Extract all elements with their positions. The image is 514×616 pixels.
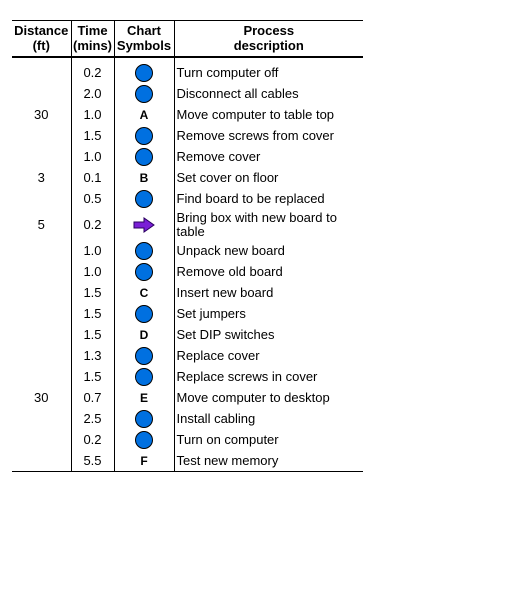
distance-cell [12, 408, 71, 429]
distance-cell [12, 188, 71, 209]
time-cell: 0.2 [71, 209, 114, 240]
description-cell: Set cover on floor [174, 167, 363, 188]
table-row [12, 345, 363, 366]
symbol-letter: C [139, 285, 149, 300]
symbol-cell [114, 83, 174, 104]
distance-cell [12, 366, 71, 387]
symbol-cell [114, 240, 174, 261]
time-cell: 2.5 [71, 408, 114, 429]
time-cell: 1.0 [71, 146, 114, 167]
description-cell: Unpack new board [174, 240, 363, 261]
distance-cell [12, 146, 71, 167]
distance-cell [12, 261, 71, 282]
description-cell: Turn on computer [174, 429, 363, 450]
table-row [12, 408, 363, 429]
symbol-cell [114, 261, 174, 282]
description-cell: Disconnect all cables [174, 83, 363, 104]
table-row [12, 209, 363, 240]
symbol-cell [114, 429, 174, 450]
table-row [12, 429, 363, 450]
table-row [12, 240, 363, 261]
description-cell: Insert new board [174, 282, 363, 303]
operation-circle-icon [135, 347, 153, 365]
description-cell: Turn computer off [174, 57, 363, 83]
time-cell: 0.2 [71, 429, 114, 450]
table-row [12, 104, 363, 125]
operation-circle-icon [135, 148, 153, 166]
symbol-cell [114, 209, 174, 240]
table-row [12, 83, 363, 104]
symbol-cell [114, 167, 174, 188]
distance-cell [12, 450, 71, 472]
description-cell: Find board to be replaced [174, 188, 363, 209]
description-cell: Bring box with new board to table [174, 209, 363, 240]
distance-cell [12, 282, 71, 303]
table-row [12, 366, 363, 387]
description-cell: Test new memory [174, 450, 363, 472]
description-cell: Replace cover [174, 345, 363, 366]
symbol-cell [114, 146, 174, 167]
time-cell: 1.0 [71, 261, 114, 282]
transport-arrow-icon [133, 217, 155, 233]
symbol-letter: E [139, 390, 148, 405]
time-cell: 1.5 [71, 125, 114, 146]
time-cell: 1.5 [71, 366, 114, 387]
time-cell: 2.0 [71, 83, 114, 104]
distance-cell [12, 240, 71, 261]
table-row [12, 167, 363, 188]
operation-circle-icon [135, 190, 153, 208]
time-cell: 0.7 [71, 387, 114, 408]
operation-circle-icon [135, 64, 153, 82]
table-row [12, 188, 363, 209]
table-body [12, 57, 363, 472]
description-cell: Replace screws in cover [174, 366, 363, 387]
symbol-cell [114, 57, 174, 83]
time-cell: 1.5 [71, 324, 114, 345]
distance-cell: 30 [34, 106, 49, 122]
header-row [12, 21, 363, 58]
time-cell: 5.5 [71, 450, 114, 472]
process-flow-chart [12, 20, 363, 472]
table-row [12, 125, 363, 146]
operation-circle-icon [135, 85, 153, 103]
description-cell: Install cabling [174, 408, 363, 429]
time-cell: 1.5 [71, 303, 114, 324]
time-cell: 0.5 [71, 188, 114, 209]
symbol-cell [114, 408, 174, 429]
operation-circle-icon [135, 368, 153, 386]
time-cell: 1.0 [71, 104, 114, 125]
symbol-letter: F [140, 453, 148, 468]
operation-circle-icon [135, 242, 153, 260]
table-row [12, 450, 363, 472]
description-cell: Move computer to desktop [174, 387, 363, 408]
time-cell: 1.0 [71, 240, 114, 261]
table-row [12, 303, 363, 324]
header-distance: Distance (ft) [12, 21, 71, 58]
time-cell: 1.5 [71, 282, 114, 303]
symbol-cell [114, 345, 174, 366]
distance-cell [12, 303, 71, 324]
distance-cell [12, 429, 71, 450]
description-cell: Move computer to table top [174, 104, 363, 125]
distance-cell: 30 [34, 389, 49, 405]
table-row [12, 261, 363, 282]
distance-cell: 3 [37, 169, 45, 185]
symbol-cell [114, 387, 174, 408]
operation-circle-icon [135, 410, 153, 428]
header-chart-symbols: Chart Symbols [114, 21, 174, 58]
description-cell: Set DIP switches [174, 324, 363, 345]
table-row [12, 57, 363, 83]
table-row [12, 282, 363, 303]
distance-cell: 5 [37, 216, 45, 232]
header-time: Time (mins) [71, 21, 114, 58]
description-cell: Set jumpers [174, 303, 363, 324]
symbol-cell [114, 450, 174, 472]
time-cell: 1.3 [71, 345, 114, 366]
symbol-cell [114, 366, 174, 387]
symbol-letter: B [139, 170, 149, 185]
header-process-description: Process description [174, 21, 363, 58]
description-cell: Remove screws from cover [174, 125, 363, 146]
description-cell: Remove cover [174, 146, 363, 167]
distance-cell [12, 324, 71, 345]
operation-circle-icon [135, 127, 153, 145]
distance-cell [12, 83, 71, 104]
table-row [12, 324, 363, 345]
description-cell: Remove old board [174, 261, 363, 282]
distance-cell [12, 125, 71, 146]
distance-cell [12, 57, 71, 83]
symbol-cell [114, 303, 174, 324]
symbol-cell [114, 282, 174, 303]
operation-circle-icon [135, 431, 153, 449]
table-row [12, 387, 363, 408]
distance-cell [12, 345, 71, 366]
process-table [12, 20, 363, 472]
operation-circle-icon [135, 263, 153, 281]
symbol-cell [114, 125, 174, 146]
symbol-letter: A [139, 107, 149, 122]
symbol-letter: D [139, 327, 149, 342]
operation-circle-icon [135, 305, 153, 323]
symbol-cell [114, 188, 174, 209]
symbol-cell [114, 104, 174, 125]
time-cell: 0.2 [71, 57, 114, 83]
table-row [12, 146, 363, 167]
time-cell: 0.1 [71, 167, 114, 188]
symbol-cell [114, 324, 174, 345]
